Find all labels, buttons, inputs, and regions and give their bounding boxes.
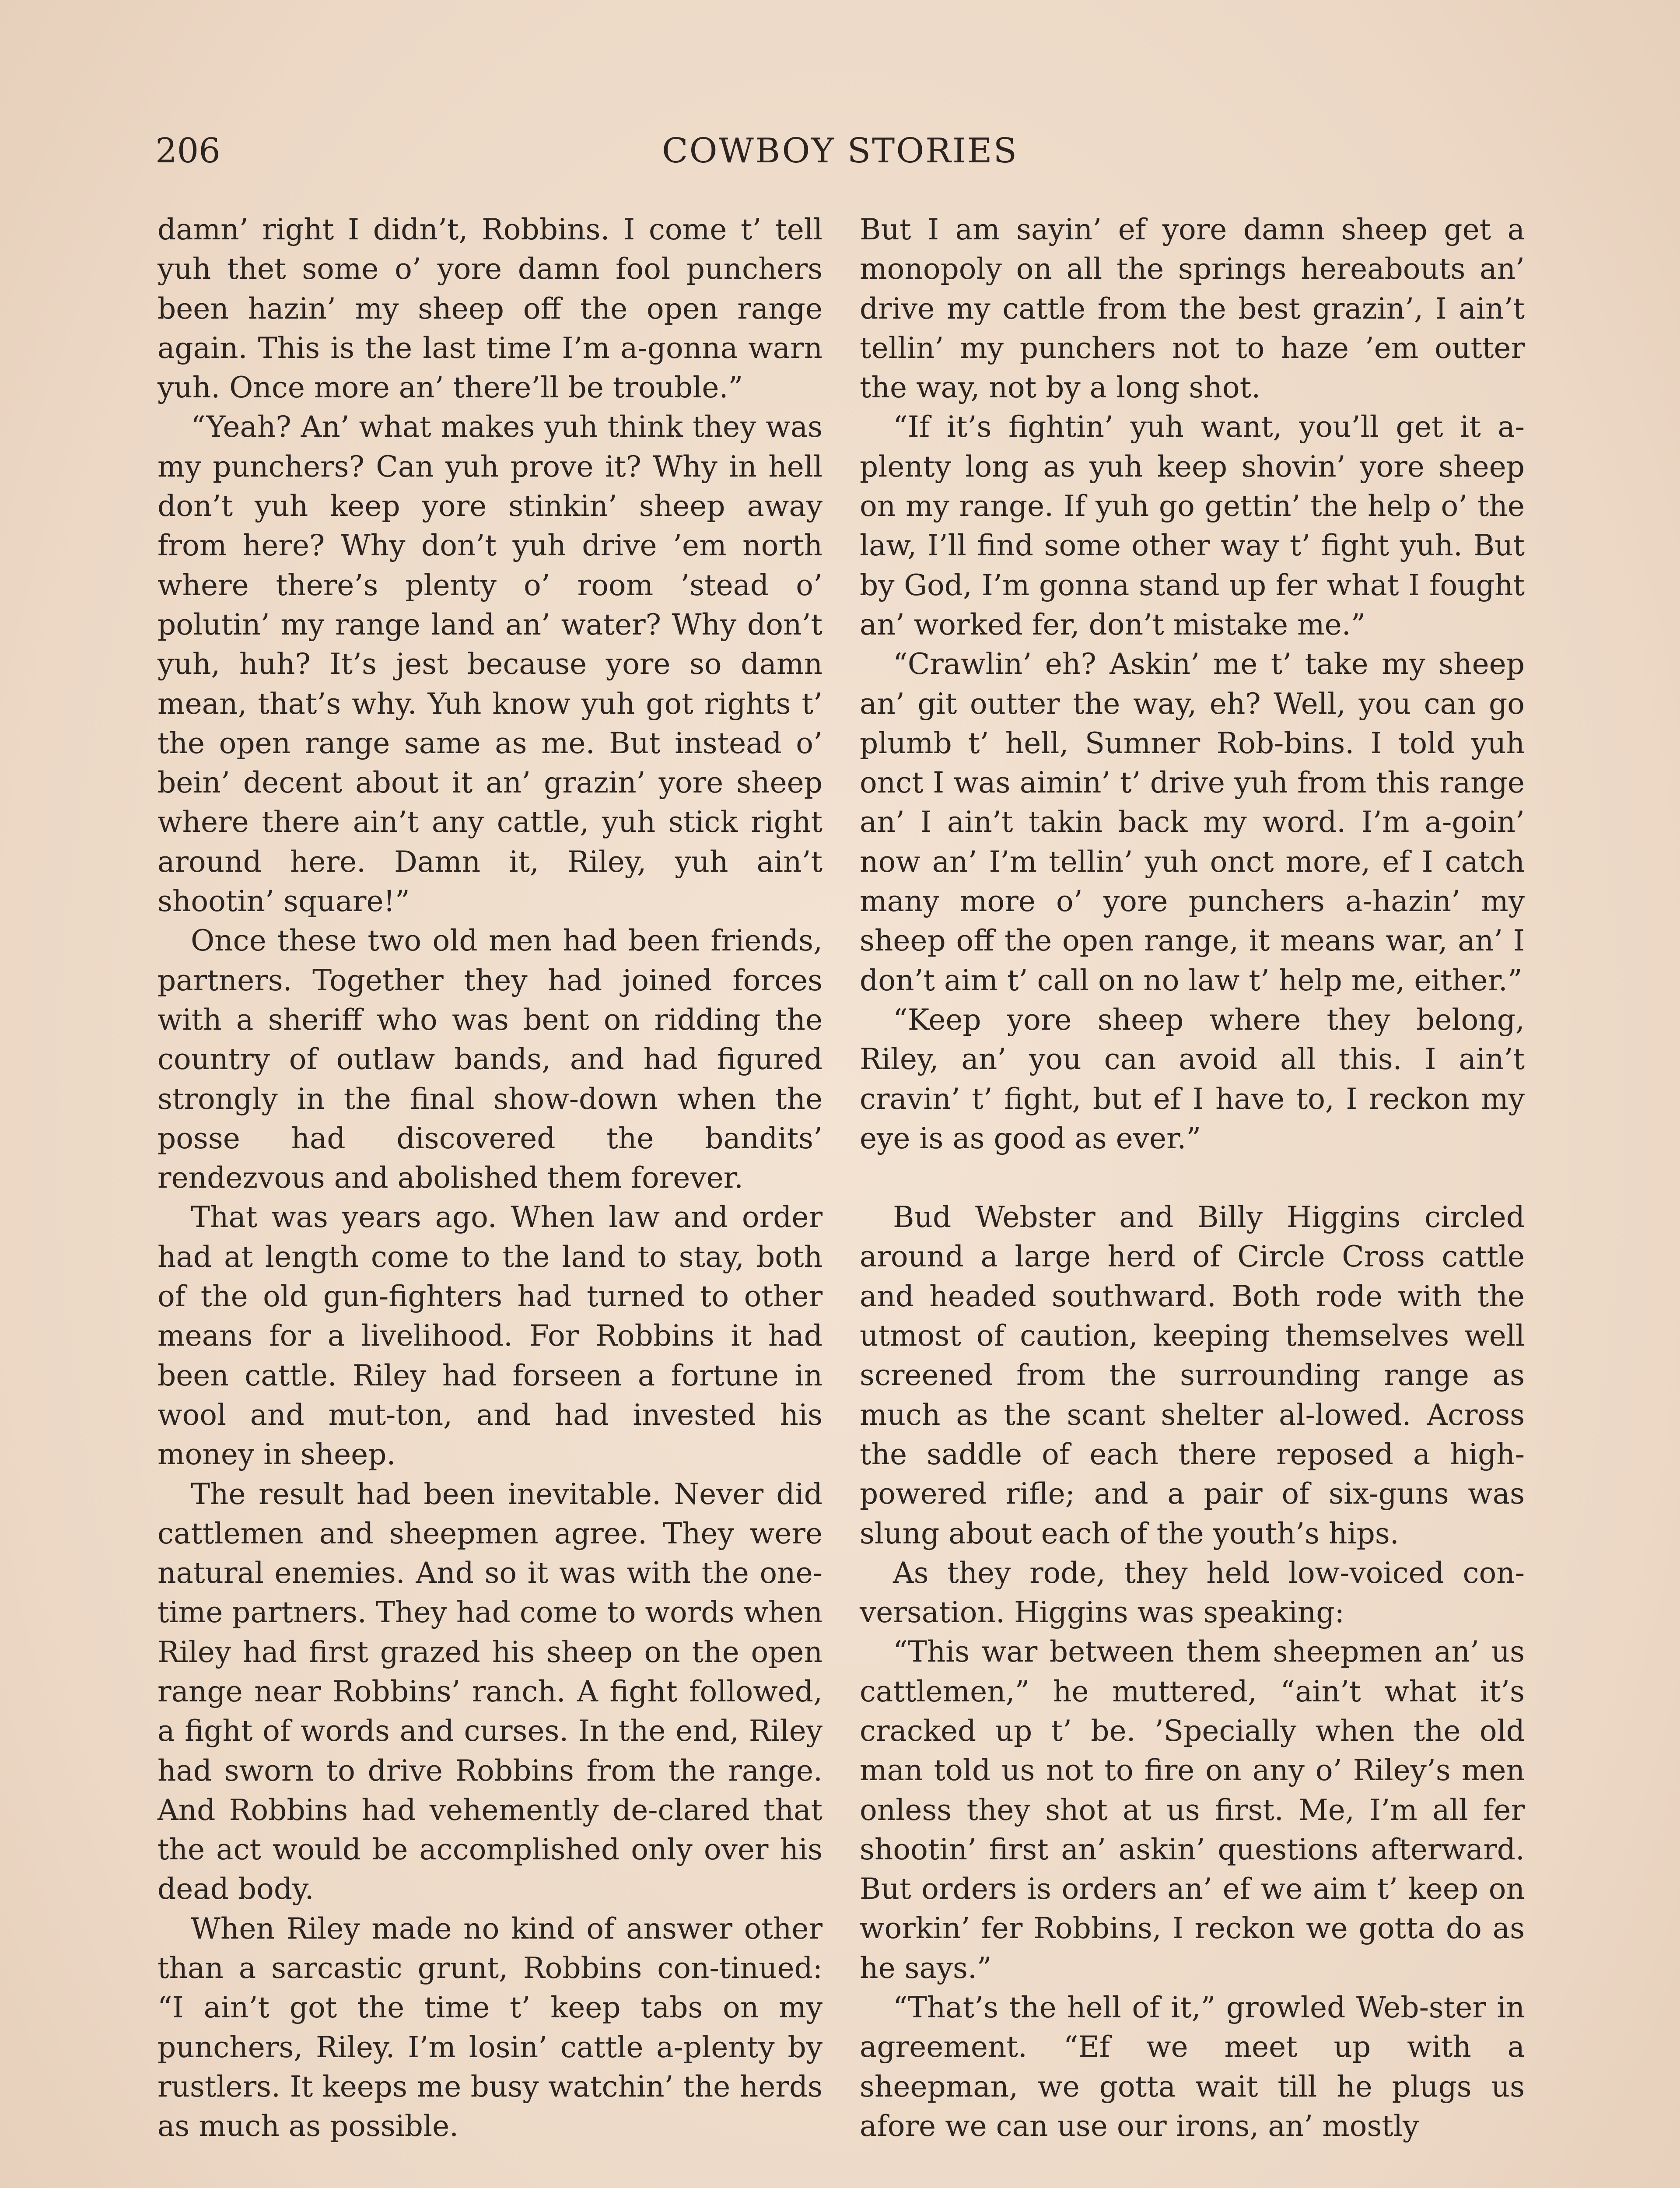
paragraph: “Crawlin’ eh? Askin’ me t’ take my sheep an’ git outter the way, eh? Well, you can go plumb t’ hell, Sumner Rob-bins. I told yuh onct I was aimin’ t’ drive yuh from this range an’ I ain’t takin back my word. I’m a-goin’ now an’ I’m tellin’ yuh onct more, ef I catch many more o’ yore punchers a-hazin’ my sheep off the open range, it means war, an’ I don’t aim t’ call on no law t’ help me, either.” <box>860 647 1525 997</box>
paragraph: “That’s the hell of it,” growled Web-ster in agreement. “Ef we meet up with a sheepman, we gotta wait till he plugs us afore we can use our irons, an’ mostly <box>860 1991 1525 2143</box>
page-number: 206 <box>155 131 220 171</box>
right-column <box>860 210 1525 2146</box>
paragraph: That was years ago. When law and order had at length come to the land to stay, both of the old gun-fighters had turned to other means for a livelihood. For Robbins it had been cattle. Riley had forseen a fortune in wool and mut-ton, and had invested his money in sheep. <box>158 1200 822 1472</box>
page-header <box>155 127 1525 175</box>
paragraph: “Yeah? An’ what makes yuh think they was my punchers? Can yuh prove it? Why in hell don’t yuh keep yore stinkin’ sheep away from here? Why don’t yuh drive ’em north where there’s plenty o’ room ’stead o’ polutin’ my range land an’ water? Why don’t yuh, huh? It’s jest because yore so damn mean, that’s why. Yuh know yuh got rights t’ the open range same as me. But instead o’ bein’ decent about it an’ grazin’ yore sheep where there ain’t any cattle, yuh stick right around here. Damn it, Riley, yuh ain’t shootin’ square!” <box>158 410 822 919</box>
paragraph: When Riley made no kind of answer other than a sarcastic grunt, Robbins con-tinued: “I ain’t got the time t’ keep tabs on my punchers, Riley. I’m losin’ cattle a-plenty by rustlers. It keeps me busy watchin’ the herds as much as possible. <box>158 1911 822 2143</box>
paragraph: “This war between them sheepmen an’ us cattlemen,” he muttered, “ain’t what it’s cracked up t’ be. ’Specially when the old man told us not to fire on any o’ Riley’s men onless they shot at us first. Me, I’m all fer shootin’ first an’ askin’ questions afterward. But orders is orders an’ ef we aim t’ keep on workin’ fer Robbins, I reckon we gotta do as he says.” <box>860 1635 1525 1985</box>
paragraph: As they rode, they held low-voiced con-versation. Higgins was speaking: <box>860 1556 1525 1630</box>
running-head: COWBOY STORIES <box>662 131 1018 171</box>
paragraph: “Keep yore sheep where they belong, Riley, an’ you can avoid all this. I ain’t cravin’ t’ fight, but ef I have to, I reckon my eye is as good as ever.” <box>860 1003 1525 1155</box>
paragraph: damn’ right I didn’t, Robbins. I come t’ tell yuh thet some o’ yore damn fool punchers been hazin’ my sheep off the open range again. This is the last time I’m a-gonna warn yuh. Once more an’ there’ll be trouble.” <box>158 213 822 405</box>
paragraph: The result had been inevitable. Never did cattlemen and sheepmen agree. They were natural enemies. And so it was with the one-time partners. They had come to words when Riley had first grazed his sheep on the open range near Robbins’ ranch. A fight followed, a fight of words and curses. In the end, Riley had sworn to drive Robbins from the range. And Robbins had vehemently de-clared that the act would be accomplished only over his dead body. <box>158 1477 822 1906</box>
paragraph: Once these two old men had been friends, partners. Together they had joined forces with a sheriff who was bent on ridding the country of outlaw bands, and had figured strongly in the final show-down when the posse had discovered the bandits’ rendezvous and abolished them forever. <box>158 924 822 1195</box>
left-column <box>158 210 822 2146</box>
paragraph: “If it’s fightin’ yuh want, you’ll get it a-plenty long as yuh keep shovin’ yore sheep on my range. If yuh go gettin’ the help o’ the law, I’ll find some other way t’ fight yuh. But by God, I’m gonna stand up fer what I fought an’ worked fer, don’t mistake me.” <box>860 410 1525 642</box>
paragraph: Bud Webster and Billy Higgins circled around a large herd of Circle Cross cattle and headed southward. Both rode with the utmost of caution, keeping themselves well screened from the surrounding range as much as the scant shelter al-lowed. Across the saddle of each there reposed a high-powered rifle; and a pair of six-guns was slung about each of the youth’s hips. <box>860 1200 1525 1550</box>
paragraph: But I am sayin’ ef yore damn sheep get a monopoly on all the springs hereabouts an’ drive my cattle from the best grazin’, I ain’t tellin’ my punchers not to haze ’em outter the way, not by a long shot. <box>860 213 1525 405</box>
